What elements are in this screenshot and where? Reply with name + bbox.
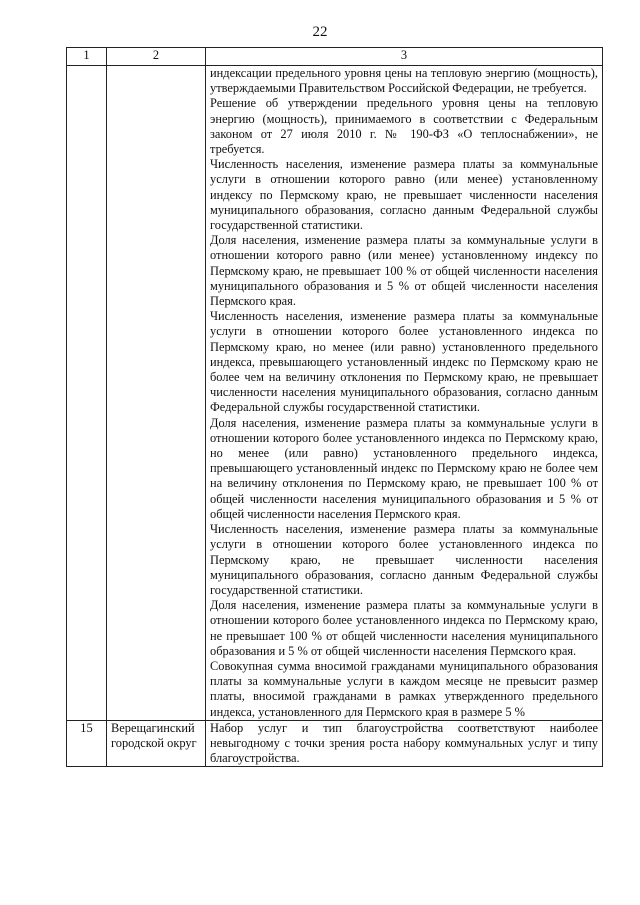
paragraph-population-equal-index: Численность населения, изменение размера платы за коммунальные услуги в отношении которого равно (или менее) установленному индексу по Пермскому краю, не превышает численности населения муниципального образования, согласно данным Федеральной службы государственной статистики.: [210, 157, 598, 233]
column-header-row: [67, 48, 603, 66]
page-number: 22: [312, 24, 328, 40]
column-header-1: 1: [67, 48, 107, 66]
paragraph-heat-price-decision: Решение об утверждении предельного уровня цены на тепловую энергию (мощность), принимаемого в соответствии с Федеральным законом от 27 июля 2010 г. № 190-ФЗ «О теплоснабжении», не требуется.: [210, 96, 598, 157]
row-number-cell: [67, 66, 107, 721]
table-row-continuation: [67, 66, 603, 721]
paragraph-total-payment: Совокупная сумма вносимой гражданами муниципального образования платы за коммунальные услуги в каждом месяце не превысит размер платы, вносимой гражданами в рамках утвержденного предельного индекса, установленного для Пермского края в размере 5 %: [210, 658, 598, 719]
paragraph-population-between-indices: Численность населения, изменение размера платы за коммунальные услуги в отношении которого более установленного индекса по Пермскому краю, но менее (или равно) установленного предельного индекса, превышающего установленный индекс по Пермскому краю не более чем на величину отклонения по Пермскому краю, не превышает численности населения муниципального образования, согласно данным Федеральной службы государственной статистики.: [210, 309, 598, 415]
column-header-2: 2: [107, 48, 206, 66]
table-row-15: [67, 720, 603, 767]
paragraph-share-between-indices: Доля населения, изменение размера платы за коммунальные услуги в отношении которого более установленного индекса по Пермскому краю, но менее (или равно) установленного предельного индекса, превышающего установленный индекс по Пермскому краю не более чем на величину отклонения по Пермскому краю, не превышает 100 % от общей численности населения муниципального образования и 5 % от общей численности населения Пермского края.: [210, 415, 598, 521]
document-table: [66, 47, 603, 767]
paragraph-services-set: Набор услуг и тип благоустройства соответствуют наиболее невыгодному с точки зрения роста набору коммунальных услуг и типу благоустройства.: [210, 720, 598, 766]
paragraph-indexation: индексации предельного уровня цены на тепловую энергию (мощность), утверждаемыми Правительством Российской Федерации, не требуется.: [210, 66, 598, 96]
paragraph-population-above-index: Численность населения, изменение размера платы за коммунальные услуги в отношении которого более установленного индекса по Пермскому краю, не превышает численности населения муниципального образования, согласно данным Федеральной службы государственной статистики.: [210, 522, 598, 597]
row-number-cell: 15: [67, 720, 107, 767]
column-header-3: 3: [206, 48, 603, 66]
conditions-cell: [206, 66, 603, 721]
paragraph-share-equal-index: Доля населения, изменение размера платы за коммунальные услуги в отношении которого равно (или менее) установленному индексу по Пермскому краю, не превышает 100 % от общей численности населения муниципального образования и 5 % от общей численности населения Пермского края.: [210, 233, 598, 309]
municipality-cell: [107, 66, 206, 721]
municipality-cell: Верещагинский городской округ: [107, 720, 206, 767]
conditions-cell: [206, 720, 603, 767]
paragraph-share-above-index: Доля населения, изменение размера платы за коммунальные услуги в отношении которого более установленного индекса по Пермскому краю, не превышает 100 % от общей численности населения муниципального образования и 5 % от общей численности населения Пермского края.: [210, 598, 598, 658]
